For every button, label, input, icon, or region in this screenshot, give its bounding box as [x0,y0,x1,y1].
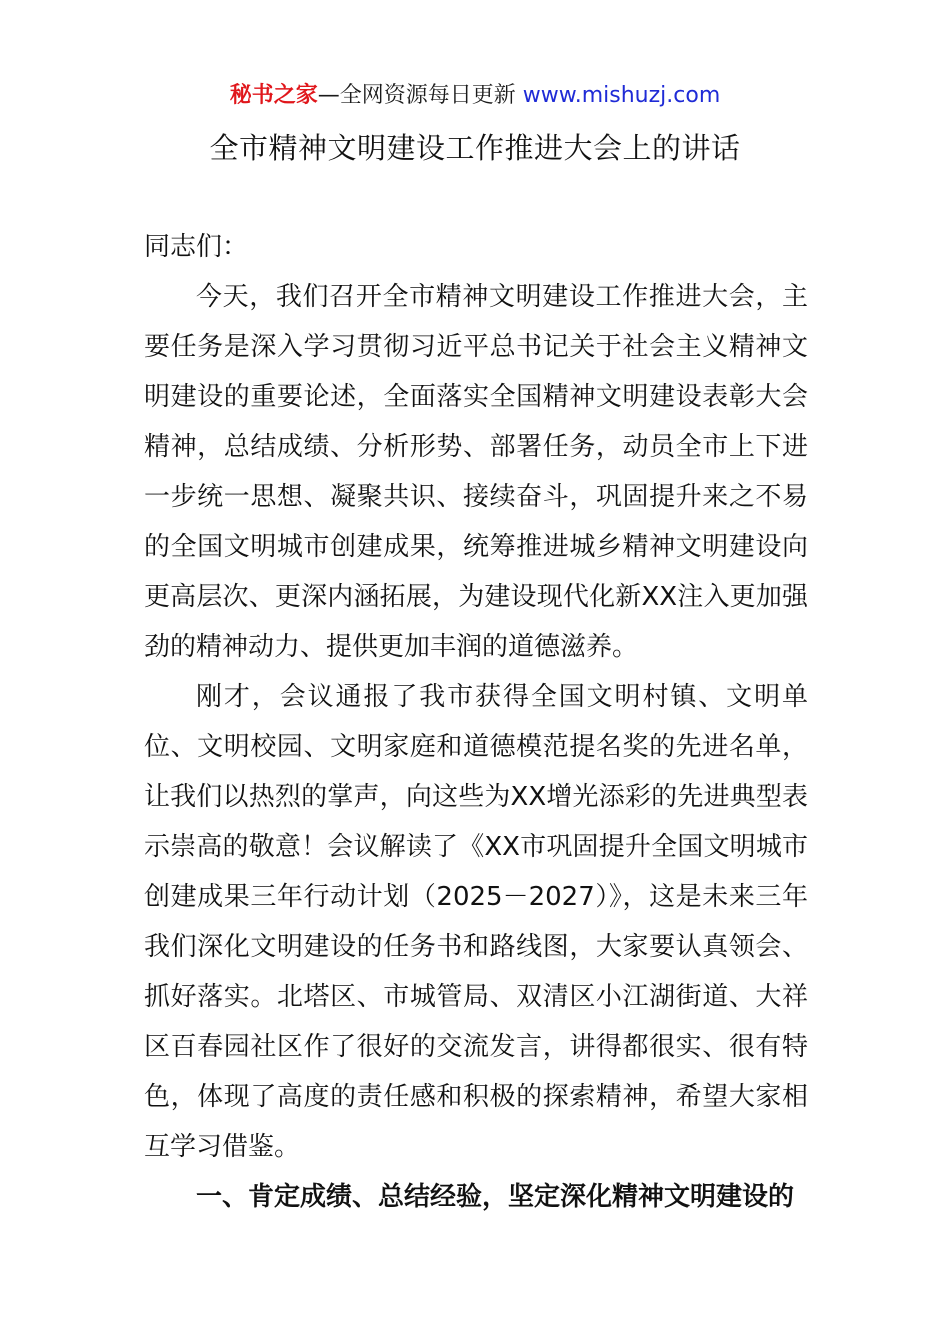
paragraph: 今天，我们召开全市精神文明建设工作推进大会，主要任务是深入学习贯彻习近平总书记关于社会主义精神文明建设的重要论述，全面落实全国精神文明建设表彰大会精神，总结成绩、分析形势、部署任务，动员全市上下进一步统一思想、凝聚共识、接续奋斗，巩固提升来之不易的全国文明城市创建成果，统筹推进城乡精神文明建设向更高层次、更深内涵拓展，为建设现代化新XX注入更加强劲的精神动力、提供更加丰润的道德滋养。 [144,282,808,662]
section-heading [144,1172,808,1222]
header-tagline: —全网资源每日更新 [317,83,523,108]
site-header [0,80,950,112]
paragraph: 刚才，会议通报了我市获得全国文明村镇、文明单位、文明校园、文明家庭和道德模范提名奖的先进名单，让我们以热烈的掌声，向这些为XX增光添彩的先进典型表示崇高的敬意！会议解读了《XX市巩固提升全国文明城市创建成果三年行动计划（2025－2027）》，这是未来三年我们深化文明建设的任务书和路线图，大家要认真领会、抓好落实。北塔区、市城管局、双清区小江湖街道、大祥区百春园社区作了很好的交流发言，讲得都很实、很有特色，体现了高度的责任感和积极的探索精神，希望大家相互学习借鉴。 [144,682,808,1162]
site-link[interactable]: www.mishuzj.com [522,83,721,108]
brand-name: 秘书之家 [229,83,318,108]
salutation: 同志们： [144,232,249,262]
document-body [144,222,808,1222]
section-heading-text: 一、肯定成绩、总结经验，坚定深化精神文明建设的 [196,1182,795,1212]
document-title: 全市精神文明建设工作推进大会上的讲话 [209,131,741,165]
